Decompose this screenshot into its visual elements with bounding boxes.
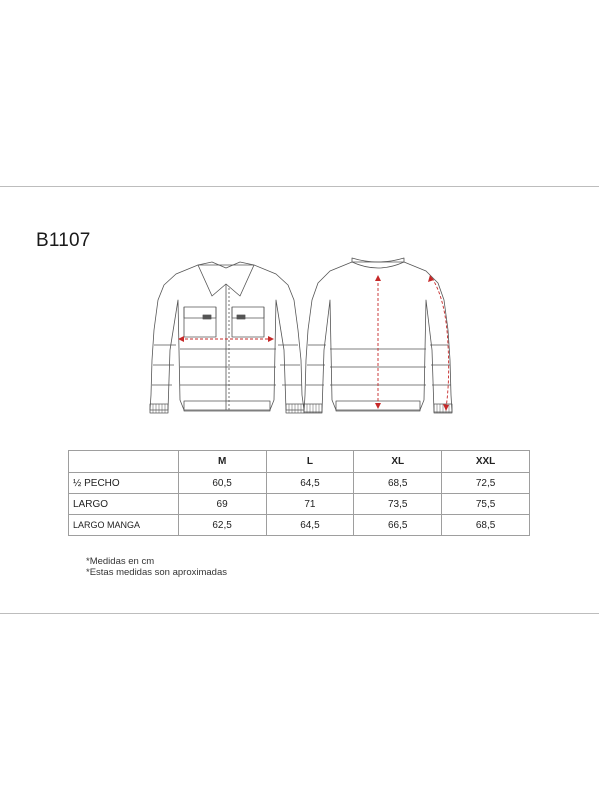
size-chart-header-row [69, 451, 530, 473]
table-cell: 68,5 [354, 473, 442, 494]
front-waistband [184, 401, 270, 411]
table-cell: 64,5 [266, 473, 354, 494]
size-header-xxl: XXL [442, 451, 530, 473]
footnotes [86, 556, 227, 578]
size-header-m: M [178, 451, 266, 473]
size-chart-table [68, 450, 530, 536]
front-body-outline [150, 265, 304, 410]
size-header-l: L [266, 451, 354, 473]
back-collar [352, 258, 404, 268]
size-header-xl: XL [354, 451, 442, 473]
product-code: B1107 [36, 230, 91, 251]
row-label-sleeve: LARGO MANGA [69, 515, 179, 536]
table-cell: 72,5 [442, 473, 530, 494]
table-cell: 69 [178, 494, 266, 515]
size-header-empty [69, 451, 179, 473]
row-label-length: LARGO [69, 494, 179, 515]
table-row [69, 494, 530, 515]
front-pocket-left [184, 307, 216, 337]
row-label-chest: ½ PECHO [69, 473, 179, 494]
jacket-front-view [150, 262, 304, 413]
table-row [69, 473, 530, 494]
footnote-units: *Medidas en cm [86, 556, 155, 567]
table-cell: 71 [266, 494, 354, 515]
table-row [69, 515, 530, 536]
table-cell: 60,5 [178, 473, 266, 494]
table-cell: 68,5 [442, 515, 530, 536]
table-cell: 64,5 [266, 515, 354, 536]
footnote-approx: *Estas medidas son aproximadas [86, 567, 227, 578]
sleeve-measure-line [432, 278, 449, 408]
table-cell: 75,5 [442, 494, 530, 515]
table-cell: 73,5 [354, 494, 442, 515]
table-cell: 62,5 [178, 515, 266, 536]
table-cell: 66,5 [354, 515, 442, 536]
front-pocket-right [232, 307, 264, 337]
